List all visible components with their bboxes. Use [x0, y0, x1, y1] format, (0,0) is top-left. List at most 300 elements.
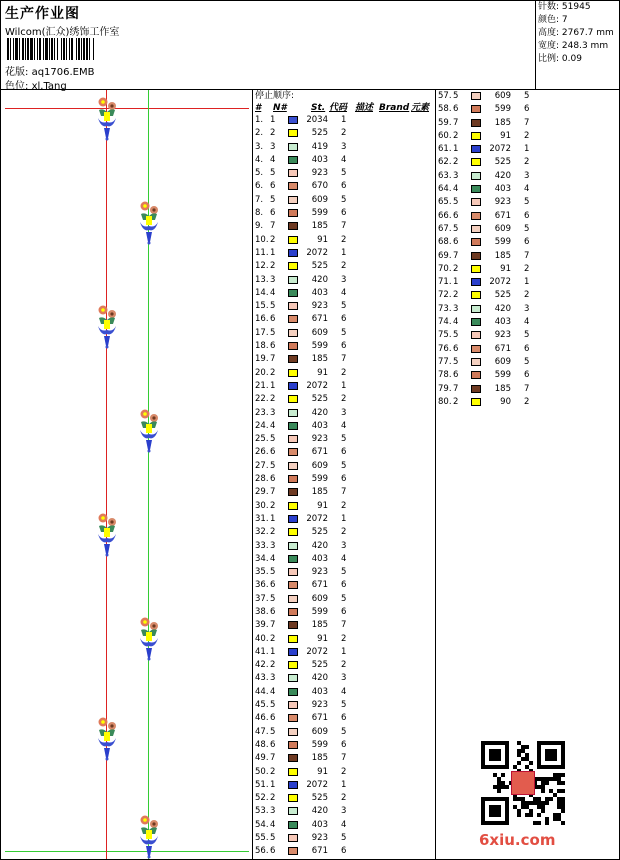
stop-needle: 2 [270, 261, 276, 272]
stop-code: 525 [494, 290, 511, 301]
stop-index: 41. [255, 646, 269, 657]
stop-needle: 5 [453, 197, 459, 208]
stop-code: 2072 [306, 646, 328, 657]
stop-needle: 1 [453, 277, 459, 288]
stop-color-seq: 7 [341, 487, 347, 498]
table-row [253, 154, 435, 167]
color-swatch [288, 515, 298, 523]
stop-index: 22. [255, 394, 269, 405]
stop-index: 32. [255, 527, 269, 538]
stop-index: 34. [255, 553, 269, 564]
color-swatch [471, 238, 481, 246]
stop-index: 62. [438, 157, 452, 168]
color-swatch [288, 608, 298, 616]
stop-index: 31. [255, 513, 269, 524]
table-row [436, 250, 536, 263]
table-row [436, 183, 536, 196]
stop-code: 923 [494, 197, 511, 208]
stop-code: 403 [494, 184, 511, 195]
stop-code: 671 [494, 210, 511, 221]
stop-index: 71. [438, 277, 452, 288]
stop-index: 16. [255, 314, 269, 325]
stop-index: 46. [255, 713, 269, 724]
table-row [253, 433, 435, 446]
stop-color-seq: 6 [524, 237, 530, 248]
stop-code: 185 [311, 487, 328, 498]
table-row [436, 210, 536, 223]
color-swatch [288, 156, 298, 164]
floral-motif-icon [137, 614, 161, 662]
floral-motif-icon [95, 714, 119, 762]
stop-code: 923 [311, 168, 328, 179]
pattern-value: aq1706.EMB [31, 67, 95, 78]
stat-label: 高度: [538, 28, 560, 38]
stop-index: 29. [255, 487, 269, 498]
stop-needle: 6 [453, 237, 459, 248]
stop-color-seq: 1 [341, 646, 347, 657]
stop-index: 13. [255, 274, 269, 285]
stop-color-seq: 2 [341, 234, 347, 245]
stop-needle: 5 [270, 460, 276, 471]
stop-code: 923 [311, 567, 328, 578]
table-row [253, 805, 435, 818]
color-swatch [288, 315, 298, 323]
stop-needle: 6 [270, 713, 276, 724]
table-row [436, 289, 536, 302]
stop-color-seq: 7 [524, 383, 530, 394]
stop-code: 91 [317, 367, 328, 378]
color-swatch [288, 834, 298, 842]
stop-code: 671 [311, 713, 328, 724]
stop-index: 23. [255, 407, 269, 418]
stop-color-seq: 2 [341, 793, 347, 804]
stop-code: 525 [311, 261, 328, 272]
stop-needle: 6 [453, 343, 459, 354]
stop-code: 185 [311, 620, 328, 631]
stop-color-seq: 2 [524, 130, 530, 141]
stop-code: 2072 [306, 779, 328, 790]
stop-index: 47. [255, 726, 269, 737]
color-swatch [288, 847, 298, 855]
stop-color-seq: 6 [524, 104, 530, 115]
stop-index: 19. [255, 354, 269, 365]
table-row [253, 752, 435, 765]
stop-needle: 3 [270, 673, 276, 684]
stop-needle: 7 [270, 354, 276, 365]
table-row [436, 143, 536, 156]
table-row [253, 327, 435, 340]
table-row [253, 141, 435, 154]
table-row [253, 766, 435, 779]
stop-needle: 1 [270, 513, 276, 524]
stop-code: 403 [311, 819, 328, 830]
stop-needle: 3 [453, 303, 459, 314]
color-swatch [471, 305, 481, 313]
table-row [253, 513, 435, 526]
table-row [253, 779, 435, 792]
color-swatch [288, 781, 298, 789]
table-row [436, 196, 536, 209]
floral-motif-icon [95, 94, 119, 142]
stop-needle: 6 [453, 210, 459, 221]
color-swatch [471, 212, 481, 220]
seal-stamp [511, 771, 535, 795]
stop-needle: 5 [453, 223, 459, 234]
stop-needle: 7 [453, 250, 459, 261]
table-row [436, 156, 536, 169]
stat-value: 51945 [561, 2, 591, 12]
stop-color-seq: 2 [341, 660, 347, 671]
stop-needle: 2 [453, 157, 459, 168]
colorway-label: 色位: [5, 81, 29, 92]
color-swatch [288, 768, 298, 776]
stop-index: 24. [255, 420, 269, 431]
stat-scale [536, 53, 620, 66]
stop-needle: 5 [270, 301, 276, 312]
table-title: 停止顺序: [255, 91, 295, 101]
stop-needle: 5 [270, 593, 276, 604]
stop-code: 420 [494, 170, 511, 181]
stop-code: 403 [311, 420, 328, 431]
color-swatch [288, 794, 298, 802]
stop-index: 18. [255, 341, 269, 352]
table-row [253, 606, 435, 619]
stop-index: 74. [438, 317, 452, 328]
stop-index: 54. [255, 819, 269, 830]
stop-needle: 2 [270, 766, 276, 777]
stop-code: 90 [500, 396, 511, 407]
stop-index: 78. [438, 370, 452, 381]
stop-color-seq: 3 [341, 407, 347, 418]
stop-color-seq: 6 [341, 341, 347, 352]
stop-index: 17. [255, 327, 269, 338]
stop-needle: 5 [270, 168, 276, 179]
stop-needle: 1 [453, 144, 459, 155]
stop-needle: 7 [270, 487, 276, 498]
stop-index: 79. [438, 383, 452, 394]
barcode [7, 38, 147, 60]
stop-needle: 1 [270, 380, 276, 391]
stop-code: 420 [311, 806, 328, 817]
stop-index: 69. [438, 250, 452, 261]
stop-code: 185 [494, 383, 511, 394]
table-row [253, 367, 435, 380]
stop-index: 1. [255, 115, 264, 125]
stop-needle: 2 [453, 290, 459, 301]
stop-needle: 3 [270, 806, 276, 817]
stop-needle: 3 [270, 540, 276, 551]
stop-color-seq: 1 [341, 779, 347, 790]
stop-color-seq: 6 [524, 210, 530, 221]
stop-needle: 2 [270, 660, 276, 671]
table-row [436, 276, 536, 289]
color-swatch [288, 635, 298, 643]
stop-color-seq: 1 [341, 115, 347, 125]
stop-index: 60. [438, 130, 452, 141]
table-row [253, 127, 435, 140]
stop-needle: 5 [270, 194, 276, 205]
stop-needle: 6 [270, 606, 276, 617]
stop-code: 185 [311, 354, 328, 365]
stat-value: 0.09 [561, 54, 582, 64]
table-row [253, 633, 435, 646]
table-row [436, 303, 536, 316]
header-desc: 描述 [355, 103, 374, 113]
stop-color-seq: 3 [341, 141, 347, 152]
stop-index: 3. [255, 141, 264, 152]
stop-color-seq: 3 [341, 673, 347, 684]
stop-color-seq: 2 [341, 128, 347, 139]
table-row [436, 369, 536, 382]
stop-needle: 2 [270, 128, 276, 139]
table-row [253, 486, 435, 499]
table-row [436, 356, 536, 369]
stop-index: 64. [438, 184, 452, 195]
stop-code: 91 [500, 130, 511, 141]
color-swatch [288, 648, 298, 656]
color-swatch [471, 198, 481, 206]
stop-needle: 2 [270, 500, 276, 511]
color-swatch [288, 542, 298, 550]
floral-motif-icon [95, 302, 119, 350]
stop-needle: 2 [270, 527, 276, 538]
table-row [436, 223, 536, 236]
stop-code: 185 [311, 221, 328, 232]
color-swatch [471, 145, 481, 153]
stop-code: 2034 [306, 115, 328, 125]
color-swatch [288, 329, 298, 337]
stop-code: 671 [311, 846, 328, 857]
color-swatch [471, 252, 481, 260]
table-row [253, 473, 435, 486]
stop-color-seq: 2 [341, 766, 347, 777]
stop-code: 419 [311, 141, 328, 152]
stop-code: 403 [311, 287, 328, 298]
table-row [436, 170, 536, 183]
stop-needle: 3 [270, 407, 276, 418]
stop-color-seq: 6 [524, 370, 530, 381]
table-row [253, 460, 435, 473]
color-swatch [288, 342, 298, 350]
table-row [253, 593, 435, 606]
stop-needle: 2 [270, 234, 276, 245]
colorway-value: xl.Tang [31, 81, 67, 92]
header-index: # [255, 103, 262, 113]
stop-rows-col1 [253, 114, 435, 859]
stop-index: 59. [438, 117, 452, 128]
stop-needle: 6 [270, 314, 276, 325]
stop-code: 609 [494, 91, 511, 101]
color-swatch [288, 289, 298, 297]
stop-needle: 3 [270, 141, 276, 152]
stop-index: 12. [255, 261, 269, 272]
table-row [253, 540, 435, 553]
stat-value: 2767.7 mm [561, 28, 614, 38]
guide-line-horizontal-green [5, 851, 249, 852]
sheet-header [1, 1, 619, 92]
color-swatch [288, 369, 298, 377]
stop-code: 599 [311, 474, 328, 485]
color-swatch [288, 475, 298, 483]
table-row [253, 672, 435, 685]
stop-code: 403 [311, 154, 328, 165]
table-row [436, 396, 536, 409]
color-swatch [288, 674, 298, 682]
stop-color-seq: 6 [524, 343, 530, 354]
stop-code: 609 [311, 194, 328, 205]
stop-code: 599 [494, 237, 511, 248]
stop-index: 51. [255, 779, 269, 790]
stop-code: 91 [317, 234, 328, 245]
color-swatch [288, 236, 298, 244]
table-row [253, 579, 435, 592]
stop-needle: 6 [453, 104, 459, 115]
stop-code: 923 [311, 833, 328, 844]
stop-code: 923 [311, 434, 328, 445]
stop-code: 403 [494, 317, 511, 328]
stop-color-seq: 7 [341, 620, 347, 631]
stop-needle: 6 [270, 739, 276, 750]
color-swatch [471, 331, 481, 339]
stop-needle: 2 [453, 130, 459, 141]
table-row [253, 247, 435, 260]
color-swatch [288, 276, 298, 284]
stop-needle: 7 [270, 620, 276, 631]
stop-code: 420 [494, 303, 511, 314]
stop-needle: 4 [453, 184, 459, 195]
stop-color-seq: 3 [341, 540, 347, 551]
stop-code: 91 [500, 263, 511, 274]
stop-needle: 2 [270, 367, 276, 378]
design-preview [1, 90, 253, 859]
table-row [253, 686, 435, 699]
stop-color-seq: 6 [341, 314, 347, 325]
stat-label: 针数: [538, 2, 560, 12]
stop-color-seq: 5 [524, 197, 530, 208]
pattern-label: 花版: [5, 67, 29, 78]
stop-sequence-table [253, 90, 436, 859]
color-swatch [288, 688, 298, 696]
stop-needle: 1 [270, 247, 276, 258]
stop-needle: 5 [270, 726, 276, 737]
stop-index: 27. [255, 460, 269, 471]
stop-code: 923 [311, 700, 328, 711]
stop-color-seq: 4 [341, 420, 347, 431]
color-swatch [471, 278, 481, 286]
stop-index: 45. [255, 700, 269, 711]
stop-needle: 4 [270, 686, 276, 697]
stop-index: 8. [255, 208, 264, 219]
color-swatch [288, 196, 298, 204]
stat-value: 7 [561, 15, 568, 25]
stop-code: 923 [494, 330, 511, 341]
stop-color-seq: 5 [524, 356, 530, 367]
header-brand: Brand [379, 103, 410, 113]
color-swatch [471, 385, 481, 393]
stop-needle: 6 [270, 447, 276, 458]
stat-label: 宽度: [538, 41, 560, 51]
stop-needle: 6 [270, 580, 276, 591]
stop-code: 525 [311, 128, 328, 139]
table-row [253, 353, 435, 366]
stop-code: 609 [311, 726, 328, 737]
stop-code: 599 [311, 341, 328, 352]
stop-code: 609 [311, 327, 328, 338]
stop-color-seq: 4 [341, 553, 347, 564]
stop-needle: 5 [270, 567, 276, 578]
table-row [253, 407, 435, 420]
color-swatch [288, 462, 298, 470]
color-swatch [288, 302, 298, 310]
color-swatch [288, 422, 298, 430]
color-swatch [471, 225, 481, 233]
stop-code: 525 [311, 793, 328, 804]
stop-color-seq: 3 [524, 303, 530, 314]
stop-index: 44. [255, 686, 269, 697]
table-row [253, 446, 435, 459]
site-watermark: 6xiu.com [479, 831, 556, 849]
stop-index: 56. [255, 846, 269, 857]
stop-code: 525 [311, 527, 328, 538]
color-swatch [288, 382, 298, 390]
stop-index: 66. [438, 210, 452, 221]
stop-color-seq: 2 [341, 633, 347, 644]
stop-code: 403 [311, 686, 328, 697]
stop-color-seq: 6 [341, 713, 347, 724]
table-row [436, 103, 536, 116]
color-swatch [288, 488, 298, 496]
color-swatch [471, 185, 481, 193]
stop-needle: 2 [270, 633, 276, 644]
stop-index: 11. [255, 247, 269, 258]
stop-index: 50. [255, 766, 269, 777]
stop-color-seq: 4 [341, 154, 347, 165]
sheet-title: 生产作业图 [5, 6, 80, 22]
stop-index: 35. [255, 567, 269, 578]
color-swatch [288, 222, 298, 230]
stop-color-seq: 3 [524, 170, 530, 181]
stat-stitches [536, 1, 620, 14]
table-row [253, 792, 435, 805]
floral-motif-icon [137, 812, 161, 860]
stop-needle: 5 [270, 833, 276, 844]
color-swatch [288, 262, 298, 270]
stop-color-seq: 5 [341, 327, 347, 338]
stop-needle: 3 [453, 170, 459, 181]
color-swatch [288, 116, 298, 124]
stat-value: 248.3 mm [561, 41, 609, 51]
stop-code: 671 [311, 580, 328, 591]
stop-code: 609 [494, 223, 511, 234]
stop-code: 2072 [489, 277, 511, 288]
stop-needle: 4 [270, 154, 276, 165]
stop-color-seq: 6 [341, 739, 347, 750]
table-row [436, 263, 536, 276]
stop-code: 2072 [306, 380, 328, 391]
header-needle: N# [273, 103, 287, 113]
stop-index: 15. [255, 301, 269, 312]
stop-needle: 4 [270, 553, 276, 564]
stop-index: 21. [255, 380, 269, 391]
stop-index: 55. [255, 833, 269, 844]
table-row [253, 234, 435, 247]
stop-code: 91 [317, 766, 328, 777]
table-row [253, 114, 435, 127]
stat-colors [536, 14, 620, 27]
stop-needle: 6 [270, 341, 276, 352]
stop-needle: 6 [270, 181, 276, 192]
stop-needle: 5 [453, 91, 459, 101]
